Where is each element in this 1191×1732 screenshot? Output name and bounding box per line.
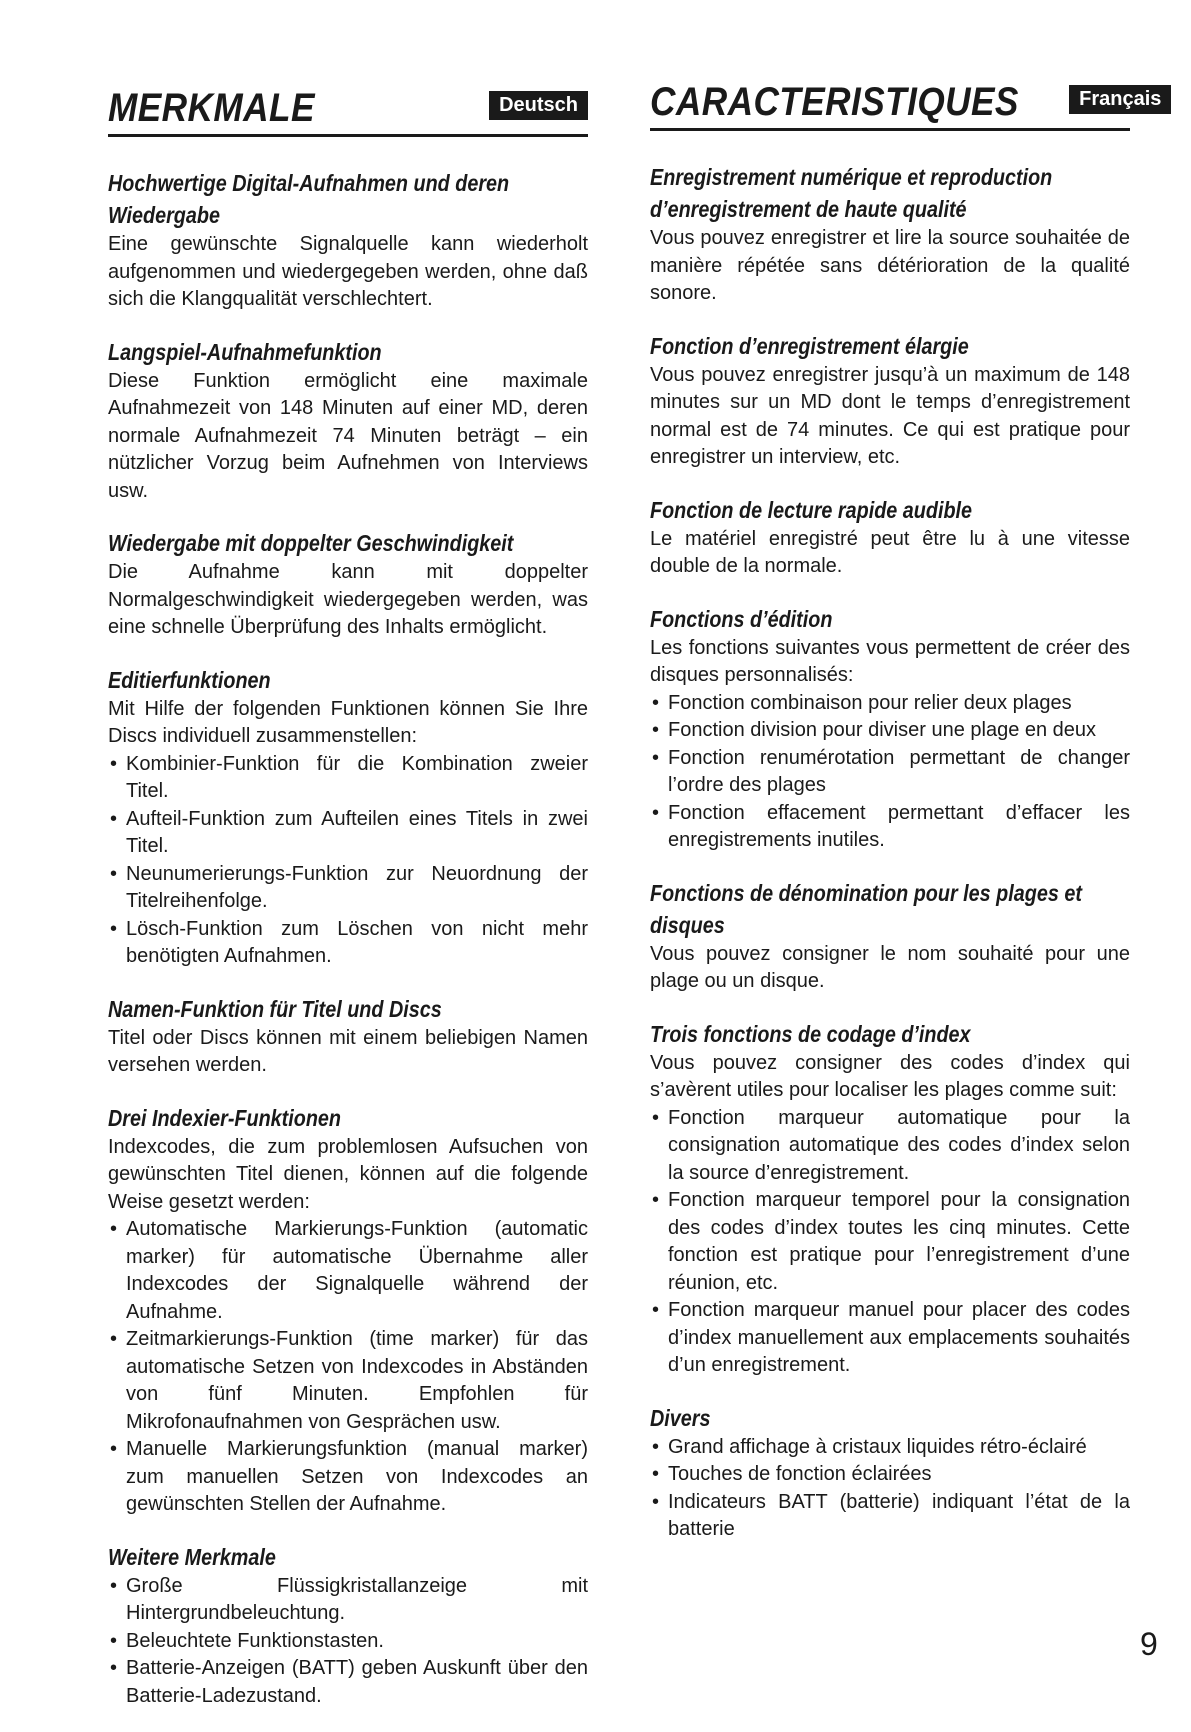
list-item: • Kombinier-Funktion für die Kombination zweier Titel. (108, 751, 588, 806)
section-heading: Hochwertige Digital-Aufnahmen und deren Wiedergabe (108, 170, 510, 228)
list-item: • Lösch-Funktion zum Löschen von nicht mehr benötigten Aufnahmen. (108, 916, 588, 971)
fr-section-index (650, 1018, 1130, 1380)
list-item: • Neunumerierungs-Funktion zur Neuordnung der Titelreihenfolge. (108, 861, 588, 916)
bullet-list (650, 1434, 1130, 1544)
list-item: • Manuelle Markierungsfunktion (manual marker) zum manuellen Setzen von Indexcodes an gewünschten Stellen der Aufnahme. (108, 1436, 588, 1519)
bullet-list (108, 1573, 588, 1711)
list-item: • Indicateurs BATT (batterie) indiquant l’état de la batterie (650, 1489, 1130, 1544)
german-header (108, 78, 588, 137)
fr-section-misc (650, 1402, 1130, 1544)
french-column (650, 72, 1162, 1566)
de-section-double-speed (108, 527, 588, 642)
list-item: • Batterie-Anzeigen (BATT) geben Auskunft über den Batterie-Ladezustand. (108, 1655, 588, 1710)
section-text: Diese Funktion ermöglicht eine maximale Aufnahmezeit von 148 Minuten auf einer MD, deren normale Aufnahmezeit 74 Minuten beträgt – ein nützlicher Vorzug beim Aufnehmen von Interviews usw. (108, 369, 588, 502)
list-item: • Fonction division pour diviser une plage en deux (650, 717, 1130, 745)
section-heading: Fonctions de dénomination pour les plages et disques (650, 879, 1082, 938)
fr-section-editing (650, 603, 1130, 855)
fr-section-fast-play (650, 494, 1130, 581)
bullet-list (108, 1216, 588, 1519)
list-item: • Fonction marqueur automatique pour la consignation automatique des codes d’index selon la source d’enregistrement. (650, 1105, 1130, 1188)
section-text: Indexcodes, die zum problemlosen Aufsuchen von gewünschten Titel dienen, können auf die folgende Weise gesetzt werden: (108, 1135, 588, 1213)
section-heading: Weitere Merkmale (108, 1543, 276, 1570)
de-section-names (108, 993, 588, 1080)
section-heading: Fonctions d’édition (650, 605, 833, 632)
section-heading: Editierfunktionen (108, 666, 271, 693)
de-section-index (108, 1102, 588, 1519)
section-text: Vous pouvez consigner le nom souhaité pour une plage ou un disque. (650, 942, 1130, 992)
section-text: Les fonctions suivantes vous permettent de créer des disques personnalisés: (650, 636, 1130, 686)
list-item: • Fonction marqueur temporel pour la consignation des codes d’index toutes les cinq minutes. Cette fonction est pratique pour l’enregistrement d’une réunion, etc. (650, 1187, 1130, 1297)
list-item: • Aufteil-Funktion zum Aufteilen eines Titels in zwei Titel. (108, 806, 588, 861)
section-heading: Enregistrement numérique et reproduction d’enregistrement de haute qualité (650, 164, 1053, 222)
de-section-longplay (108, 336, 588, 506)
list-item: • Fonction combinaison pour relier deux plages (650, 690, 1130, 718)
section-heading: Langspiel-Aufnahmefunktion (108, 338, 382, 365)
list-item: • Automatische Markierungs-Funktion (automatic marker) für automatische Übernahme aller Indexcodes der Signalquelle während der Aufnahme. (108, 1216, 588, 1326)
bullet-list (108, 751, 588, 971)
section-text: Vous pouvez consigner des codes d’index qui s’avèrent utiles pour localiser les plages comme suit: (650, 1051, 1130, 1101)
section-heading: Fonction de lecture rapide audible (650, 496, 973, 523)
bullet-list (650, 690, 1130, 855)
section-heading: Divers (650, 1404, 711, 1431)
section-text: Die Aufnahme kann mit doppelter Normalgeschwindigkeit wiedergegeben werden, was eine schnelle Überprüfung des Inhalts ermöglicht. (108, 561, 588, 638)
section-text: Eine gewünschte Signalquelle kann wiederholt aufgenommen und wiedergegeben werden, ohne daß sich die Klangqualität verschlechtert. (108, 233, 588, 310)
list-item: • Grand affichage à cristaux liquides rétro-éclairé (650, 1434, 1130, 1462)
section-text: Mit Hilfe der folgenden Funktionen können Sie Ihre Discs individuell zusammenstellen: (108, 697, 588, 747)
section-text: Vous pouvez enregistrer jusqu’à un maximum de 148 minutes sur un MD dont le temps d’enregistrement normal est de 74 minutes. Ce qui est pratique pour enregistrer un interview, etc. (650, 363, 1130, 468)
fr-section-digital (650, 161, 1130, 308)
fr-section-names (650, 877, 1130, 996)
section-heading: Fonction d’enregistrement élargie (650, 332, 969, 359)
list-item: • Fonction effacement permettant d’effacer les enregistrements inutiles. (650, 800, 1130, 855)
german-title: MERKMALE (108, 86, 315, 130)
section-heading: Wiedergabe mit doppelter Geschwindigkeit (108, 530, 514, 556)
french-header (650, 72, 1162, 131)
language-badge-deutsch: Deutsch (489, 91, 588, 120)
page-number: 9 (1140, 1626, 1158, 1662)
bullet-list (650, 1105, 1130, 1380)
section-heading: Drei Indexier-Funktionen (108, 1104, 342, 1131)
list-item: • Fonction marqueur manuel pour placer des codes d’index manuellement aux emplacements souhaités d’un enregistrement. (650, 1297, 1130, 1380)
de-section-editing (108, 664, 588, 971)
list-item: • Große Flüssigkristallanzeige mit Hintergrundbeleuchtung. (108, 1573, 588, 1628)
french-title: CARACTERISTIQUES (650, 80, 1019, 124)
list-item: • Beleuchtete Funktionstasten. (108, 1628, 588, 1656)
list-item: • Fonction renumérotation permettant de changer l’ordre des plages (650, 745, 1130, 800)
section-text: Vous pouvez enregistrer et lire la source souhaitée de manière répétée sans détérioration de la qualité sonore. (650, 227, 1130, 304)
de-section-other (108, 1541, 588, 1711)
german-column (108, 78, 588, 1732)
de-section-digital (108, 167, 588, 314)
list-item: • Zeitmarkierungs-Funktion (time marker) für das automatische Setzen von Indexcodes in Abständen von fünf Minuten. Empfohlen für Mikrofonaufnahmen von Gesprächen usw. (108, 1326, 588, 1436)
language-badge-francais: Français (1069, 85, 1171, 114)
section-heading: Trois fonctions de codage d’index (650, 1020, 971, 1047)
section-text: Le matériel enregistré peut être lu à une vitesse double de la normale. (650, 527, 1130, 577)
section-text: Titel oder Discs können mit einem beliebigen Namen versehen werden. (108, 1026, 588, 1076)
section-heading: Namen-Funktion für Titel und Discs (108, 995, 442, 1022)
list-item: • Touches de fonction éclairées (650, 1461, 1130, 1489)
fr-section-longplay (650, 330, 1130, 472)
